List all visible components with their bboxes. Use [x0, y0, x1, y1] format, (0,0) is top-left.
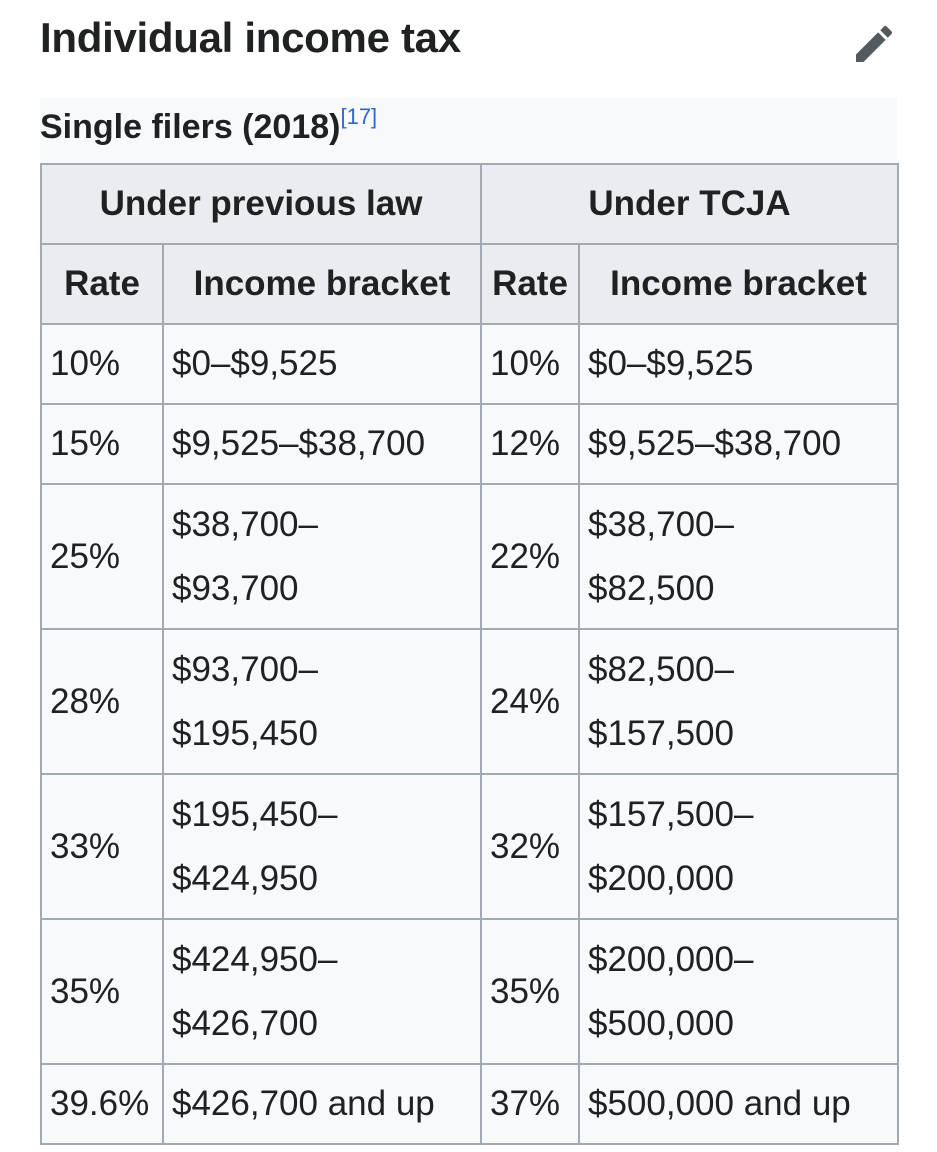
income-bracket-cell [579, 629, 898, 774]
rate-cell [41, 1064, 163, 1144]
rate-cell [481, 324, 579, 404]
income-bracket-cell [579, 484, 898, 629]
income-bracket-cell-text: $38,700– [588, 504, 734, 544]
income-bracket-cell [579, 1064, 898, 1144]
income-bracket-cell-text: $82,500 [588, 568, 715, 608]
citation-link[interactable]: [17] [340, 103, 378, 129]
rate-cell [481, 404, 579, 484]
table-row [41, 324, 898, 404]
group-header-row [41, 164, 898, 244]
income-bracket-cell-text: $93,700 [172, 568, 299, 608]
income-bracket-cell-text: $200,000 [588, 858, 734, 898]
income-bracket-cell-text: $500,000 and up [588, 1084, 851, 1123]
rate-cell [41, 919, 163, 1064]
income-bracket-cell-text: $200,000– [588, 939, 754, 979]
income-bracket-cell-text: $424,950– [172, 939, 338, 979]
rate-cell [481, 774, 579, 919]
pencil-icon[interactable] [850, 20, 898, 68]
table-row [41, 629, 898, 774]
income-bracket-cell-text: $424,950 [172, 858, 318, 898]
income-bracket-cell [163, 484, 481, 629]
income-bracket-cell [579, 324, 898, 404]
table-row [41, 484, 898, 629]
rate-cell [481, 919, 579, 1064]
column-header-income-bracket: Income bracket [163, 244, 481, 324]
rate-cell-text: 35% [50, 971, 121, 1011]
rate-cell-text: 24% [490, 681, 561, 721]
rate-cell-text: 32% [490, 826, 561, 866]
income-bracket-cell-text: $9,525–$38,700 [172, 424, 426, 463]
group-header-previous-law: Under previous law [41, 164, 481, 244]
rate-cell-text: 10% [50, 344, 121, 383]
income-bracket-cell [579, 919, 898, 1064]
rate-cell [481, 484, 579, 629]
income-bracket-cell [163, 919, 481, 1064]
table-row [41, 919, 898, 1064]
rate-cell-text: 37% [490, 1084, 561, 1123]
rate-cell-text: 22% [490, 536, 561, 576]
rate-cell [481, 1064, 579, 1144]
rate-cell-text: 35% [490, 971, 561, 1011]
income-bracket-cell [579, 774, 898, 919]
tax-bracket-table [40, 163, 899, 1145]
column-header-income-bracket: Income bracket [579, 244, 898, 324]
income-bracket-cell [163, 324, 481, 404]
rate-cell-text: 25% [50, 536, 121, 576]
table-caption [40, 98, 897, 164]
income-bracket-cell-text: $0–$9,525 [172, 344, 338, 383]
income-bracket-cell-text: $500,000 [588, 1003, 734, 1043]
income-bracket-cell [163, 629, 481, 774]
rate-cell-text: 10% [490, 344, 561, 383]
income-bracket-cell-text: $157,500 [588, 713, 734, 753]
rate-cell [41, 629, 163, 774]
income-bracket-cell-text: $195,450 [172, 713, 318, 753]
rate-cell [41, 774, 163, 919]
rate-cell-text: 15% [50, 424, 121, 463]
rate-cell-text: 39.6% [50, 1084, 150, 1123]
table-row [41, 774, 898, 919]
section-heading: Individual income tax [40, 14, 461, 61]
income-bracket-cell-text: $157,500– [588, 794, 754, 834]
income-bracket-cell-text: $82,500– [588, 649, 734, 689]
rate-cell [481, 629, 579, 774]
table-row [41, 404, 898, 484]
group-header-tcja: Under TCJA [481, 164, 898, 244]
column-header-rate: Rate [41, 244, 163, 324]
income-bracket-cell-text: $9,525–$38,700 [588, 424, 842, 463]
table-row [41, 1064, 898, 1144]
rate-cell-text: 33% [50, 826, 121, 866]
rate-cell [41, 324, 163, 404]
income-bracket-cell [163, 404, 481, 484]
income-bracket-cell [163, 1064, 481, 1144]
column-header-row [41, 244, 898, 324]
income-bracket-cell-text: $93,700– [172, 649, 318, 689]
income-bracket-cell-text: $0–$9,525 [588, 344, 754, 383]
income-bracket-cell [579, 404, 898, 484]
rate-cell [41, 404, 163, 484]
income-bracket-cell [163, 774, 481, 919]
caption-text: Single filers (2018) [40, 108, 341, 146]
rate-cell-text: 28% [50, 681, 121, 721]
income-bracket-cell-text: $426,700 and up [172, 1084, 435, 1123]
rate-cell [41, 484, 163, 629]
column-header-rate: Rate [481, 244, 579, 324]
income-bracket-cell-text: $195,450– [172, 794, 338, 834]
income-bracket-cell-text: $426,700 [172, 1003, 318, 1043]
rate-cell-text: 12% [490, 424, 561, 463]
income-bracket-cell-text: $38,700– [172, 504, 318, 544]
